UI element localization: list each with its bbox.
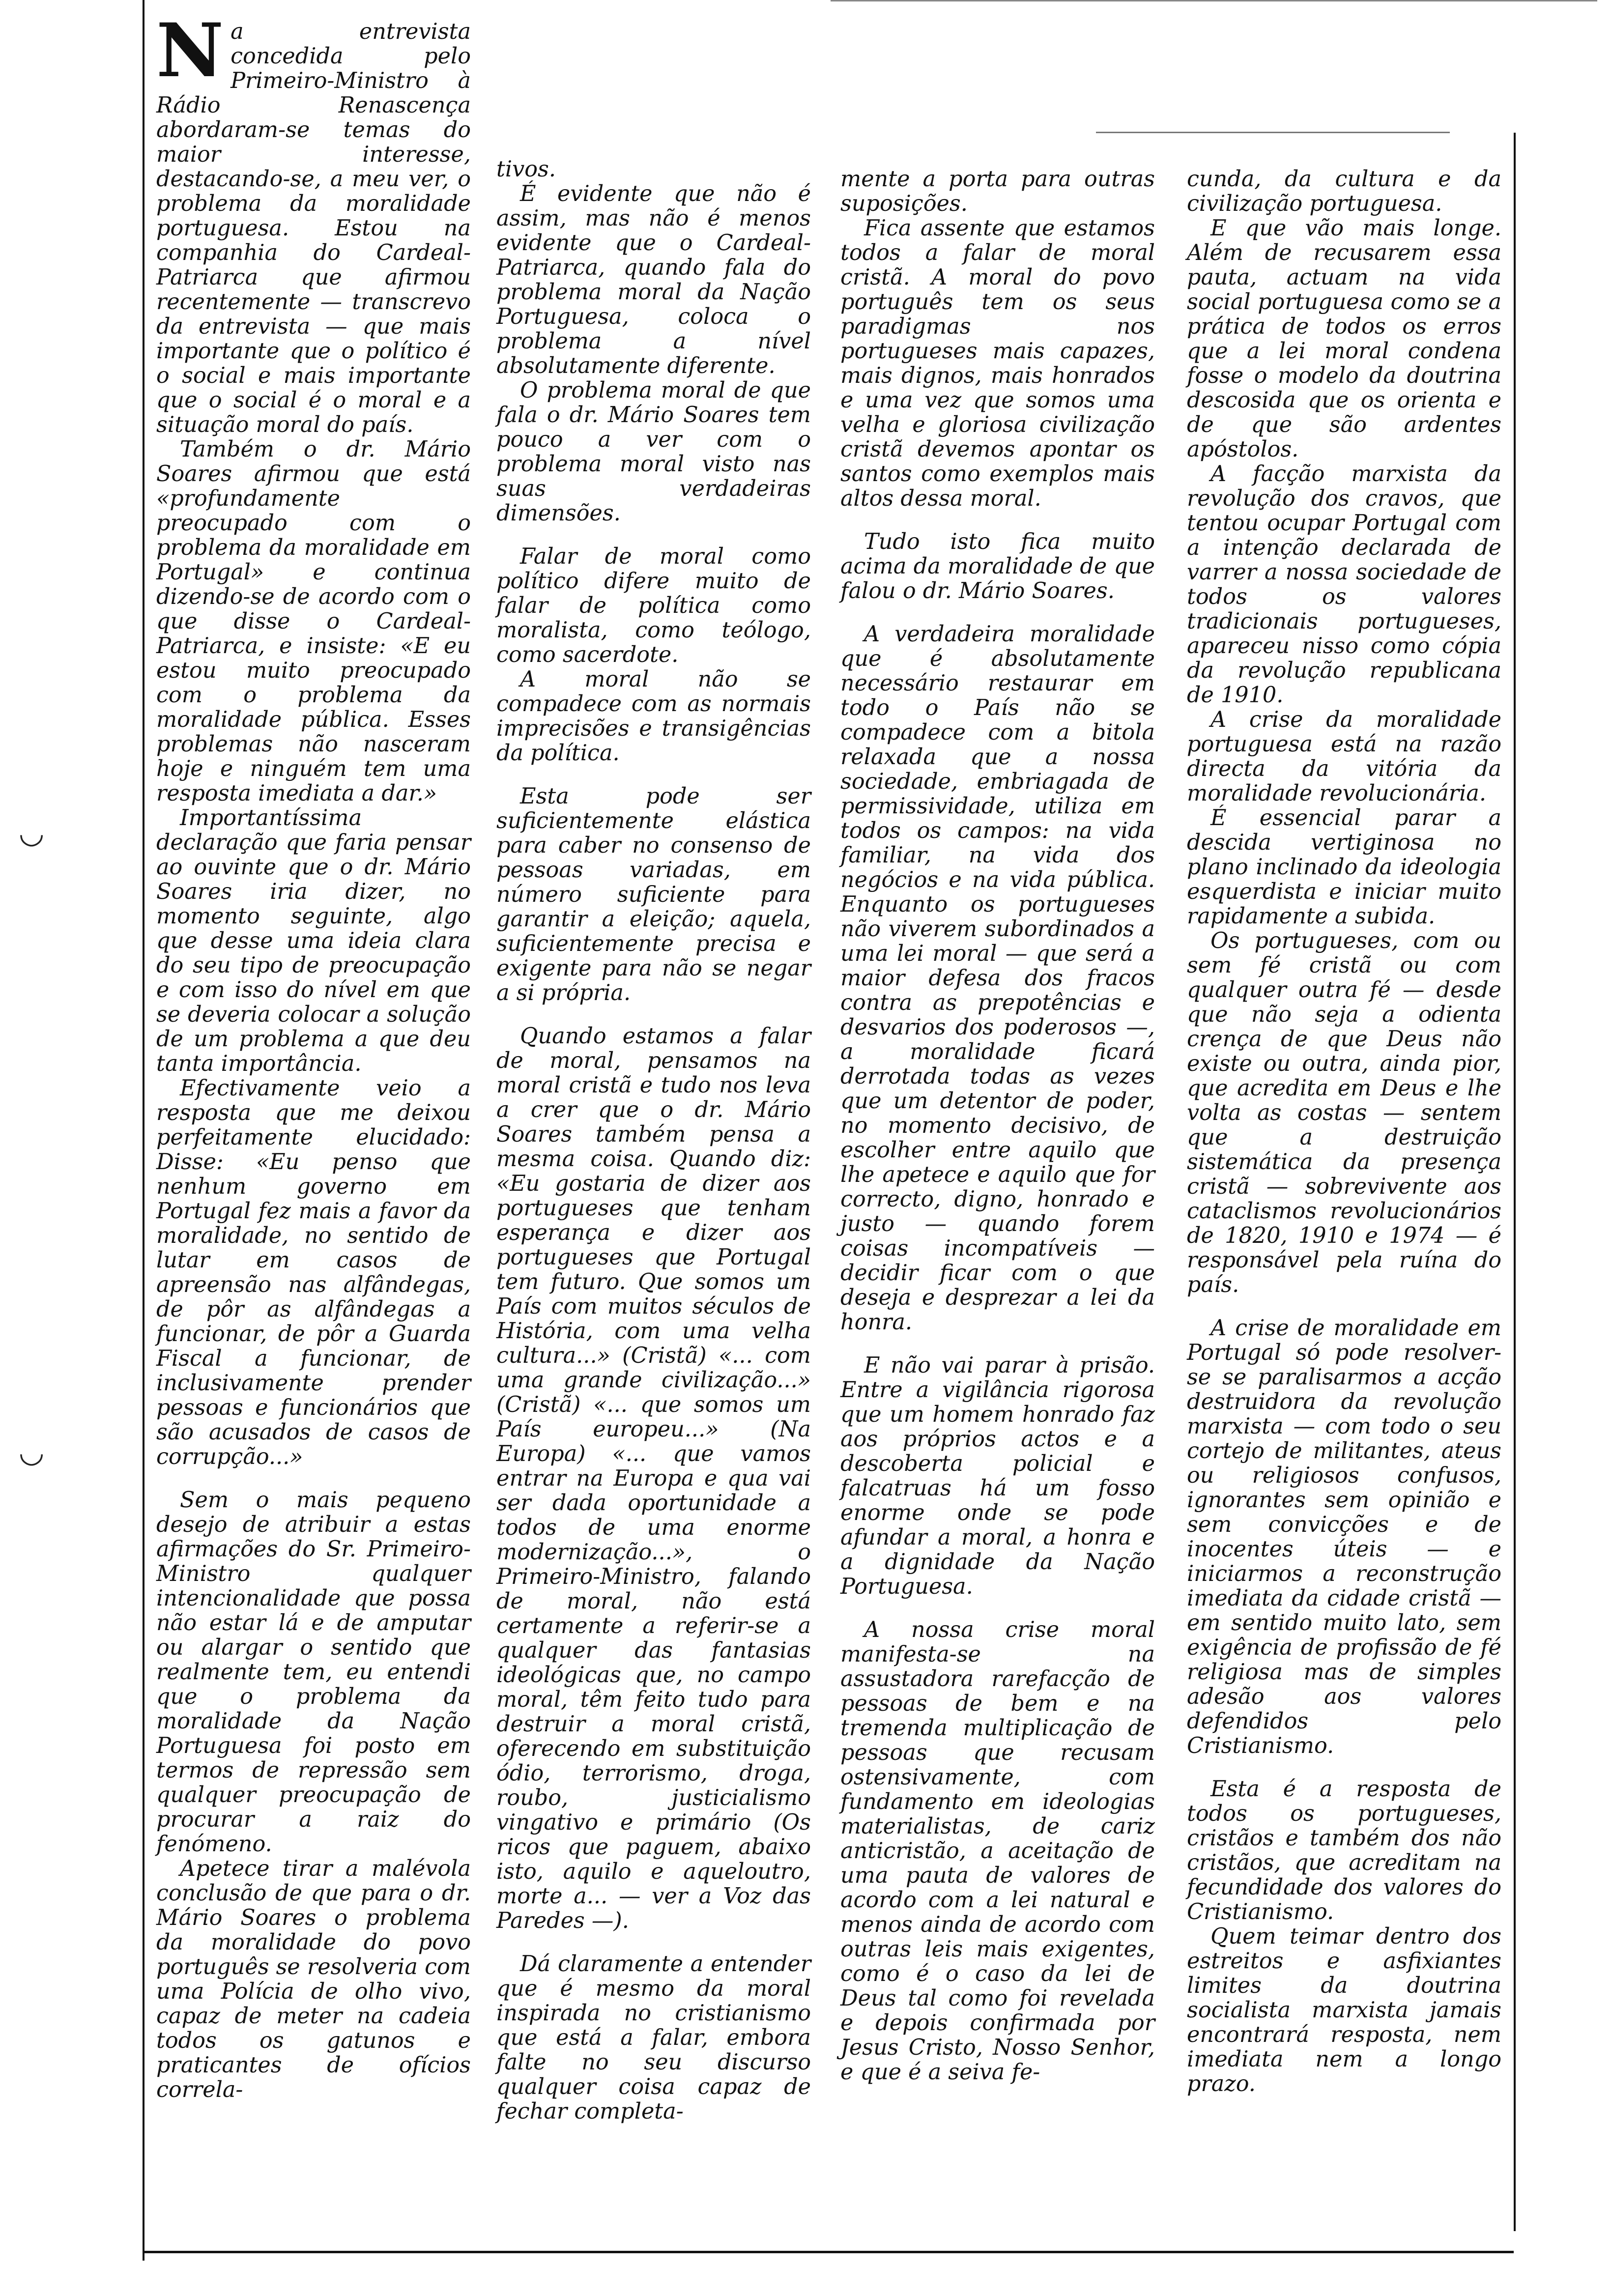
paragraph: mente a porta para outras suposições. xyxy=(840,167,1155,216)
punch-mark-bottom: ◡ xyxy=(19,1435,45,1469)
drop-cap: N xyxy=(156,7,224,94)
paragraph: Quando estamos a falar de moral, pensamos na moral cristã e tudo nos leva a crer que o dr. Mário Soares também pensa a mesma coisa. Quando diz: «Eu gostaria de dizer aos portugueses que tenham esperança e dizer aos portugueses que Portugal tem futuro. Que somos um País com muitos séculos de História, com uma velha cultura...» (Cristã) «... com uma grande civilização...» (Cristã) «... que somos um País europeu...» (Na Europa) «... que vamos entrar na Europa e qua vai ser dada oportunidade a todos de uma enorme modernização...», o Primeiro-Ministro, falando de moral, não está certamente a referir-se a qualquer das fantasias ideológicas que, no campo moral, têm feito tudo para destruir a moral cristã, oferecendo em substituição ódio, terrorismo, droga, roubo, justicialismo vingativo e primário (Os ricos que paguem, abaixo isto, aquilo e aqueloutro, morte a... — ver a Voz das Paredes —). xyxy=(496,1024,811,1933)
paragraph: Quem teimar dentro dos estreitos e asfixiantes limites da doutrina socialista marxista jamais encontrará resposta, nem imediata nem a longo prazo. xyxy=(1187,1924,1501,2096)
paragraph: Sem o mais pequeno desejo de atribuir a estas afirmações do Sr. Primeiro-Ministro qualquer intencionalidade que possa não estar lá e de amputar ou alargar o sentido que realmente tem, eu entendi que o problema da moralidade da Nação Portuguesa foi posto em termos de repressão sem qualquer preocupação de procurar a raiz do fenómeno. xyxy=(156,1488,471,1857)
top-rule xyxy=(831,0,1597,1)
paragraph: Importantíssima declaração que faria pensar ao ouvinte que o dr. Mário Soares iria dizer, no momento seguinte, algo que desse uma ideia clara do seu tipo de preocupação e com isso do nível em que se deveria colocar a solução de um problema a que deu tanta importância. xyxy=(156,805,471,1076)
paragraph: Fica assente que estamos todos a falar de moral cristã. A moral do povo português tem os seus paradigmas nos portugueses mais capazes, mais dignos, mais honrados e uma vez que somos uma velha e gloriosa civilização cristã devemos apontar os santos como exemplos mais altos dessa moral. xyxy=(840,216,1155,511)
article-column-3 xyxy=(840,167,1155,2085)
article-column-2 xyxy=(496,157,811,2124)
paragraph: Falar de moral como político difere muito de falar de política como moralista, como teólogo, como sacerdote. xyxy=(496,544,811,667)
paragraph: tivos. xyxy=(496,157,556,182)
paragraph: Também o dr. Mário Soares afirmou que está «profundamente preocupado com o problema da moralidade em Portugal» e continua dizendo-se de acordo com o que disse o Cardeal-Patriarca, e insiste: «E eu estou muito preocupado com o problema da moralidade pública. Esses problemas não nasceram hoje e ninguém tem uma resposta imediata a dar.» xyxy=(156,437,471,806)
article-column-1 xyxy=(156,7,471,2102)
paragraph: E não vai parar à prisão. Entre a vigilância rigorosa que um homem honrado faz aos próprios actos e a descoberta policial e falcatruas há um fosso enorme onde se pode afundar a moral, a honra e a dignidade da Nação Portuguesa. xyxy=(840,1353,1155,1599)
paragraph: Na entrevista concedida pelo Primeiro-Ministro à Rádio Renascença abordaram-se temas do maior interesse, destacando-se, a meu ver, o problema da moralidade portuguesa. Estou na companhia do Cardeal-Patriarca que afirmou recentemente — transcrevo da entrevista — que mais importante que o político é o social e mais importante que o social é o moral e a situação moral do país. xyxy=(156,7,471,437)
paragraph: Dá claramente a entender que é mesmo da moral inspirada no cristianismo que está a falar, embora falte no seu discurso qualquer coisa capaz de fechar completa- xyxy=(496,1952,811,2124)
article-column-4 xyxy=(1187,167,1501,2096)
paragraph: É evidente que não é assim, mas não é menos evidente que o Cardeal-Patriarca, quando fala do problema moral da Nação Portuguesa, coloca o problema a nível absolutamente diferente. xyxy=(496,181,811,378)
paragraph: Tudo isto fica muito acima da moralidade de que falou o dr. Mário Soares. xyxy=(840,529,1155,603)
paragraph: A moral não se compadece com as normais imprecisões e transigências da política. xyxy=(496,667,811,766)
paragraph: A facção marxista da revolução dos cravos, que tentou ocupar Portugal com a intenção declarada de varrer a nossa sociedade de todos os valores tradicionais portugueses, apareceu nisso como cópia da revolução republicana de 1910. xyxy=(1187,461,1501,708)
paragraph: É essencial parar a descida vertiginosa no plano inclinado da ideologia esquerdista e iniciar muito rapidamente a subida. xyxy=(1187,805,1501,929)
paragraph: Esta é a resposta de todos os portugueses, cristãos e também dos não cristãos, que acreditam na fecundidade dos valores do Cristianismo. xyxy=(1187,1777,1501,1924)
paragraph: A nossa crise moral manifesta-se na assustadora rarefacção de pessoas de bem e na tremenda multiplicação de pessoas que recusam ostensivamente, com fundamento em ideologias materialistas, de cariz anticristão, a aceitação de uma pauta de valores de acordo com a lei natural e menos ainda de acordo com outras leis mais exigentes, como é o caso da lei de Deus tal como foi revelada e depois confirmada por Jesus Cristo, Nosso Senhor, e que é a seiva fe- xyxy=(840,1617,1155,2085)
paragraph: A verdadeira moralidade que é absolutamente necessário restaurar em todo o País não se compadece com a bitola relaxada que a nossa sociedade, embriagada de permissividade, utiliza em todos os campos: na vida familiar, na vida dos negócios e na vida pública. Enquanto os portugueses não viverem subordinados a uma lei moral — que será a maior defesa dos fracos contra as prepotências e desvarios dos poderosos —, a moralidade ficará derrotada todas as vezes que um detentor de poder, no momento decisivo, de escolher entre aquilo que lhe apetece e aquilo que for correcto, digno, honrado e justo — quando forem coisas incompatíveis — decidir ficar com o que deseja e desprezar a lei da honra. xyxy=(840,622,1155,1335)
paragraph: Os portugueses, com ou sem fé cristã ou com qualquer outra fé — desde que não seja a odienta crença de que Deus não existe ou outra, ainda pior, que acredita em Deus e lhe volta as costas — sentem que a destruição sistemática da presença cristã — sobrevivente aos cataclismos revolucionários de 1820, 1910 e 1974 — é responsável pela ruína do país. xyxy=(1187,928,1501,1297)
punch-mark-top: ◡ xyxy=(19,816,45,850)
paragraph: Efectivamente veio a resposta que me deixou perfeitamente elucidado: Disse: «Eu penso que nenhum governo em Portugal fez mais a favor da moralidade, no sentido de lutar em casos de apreensão nas alfândegas, de pôr as alfândegas a funcionar, de pôr a Guarda Fiscal a funcionar, de inclusivamente prender pessoas e funcionários que são acusados de casos de corrupção...» xyxy=(156,1076,471,1469)
top-right-rule xyxy=(1096,132,1450,133)
paragraph: cunda, da cultura e da civilização portuguesa. xyxy=(1187,167,1501,216)
paragraph: Apetece tirar a malévola conclusão de que para o dr. Mário Soares o problema da moralidade do povo português se resolveria com uma Polícia de olho vivo, capaz de meter na cadeia todos os gatunos e praticantes de ofícios correla- xyxy=(156,1856,471,2102)
paragraph: A crise da moralidade portuguesa está na razão directa da vitória da moralidade revolucionária. xyxy=(1187,707,1501,806)
right-margin-rule xyxy=(1514,133,1516,2231)
paragraph: O problema moral de que fala o dr. Mário Soares tem pouco a ver com o problema moral visto nas suas verdadeiras dimensões. xyxy=(496,378,811,526)
paragraph: E que vão mais longe. Além de recusarem essa pauta, actuam na vida social portuguesa como se a prática de todos os erros que a lei moral condena fosse o modelo da doutrina descosida que os orienta e de que são ardentes apóstolos. xyxy=(1187,216,1501,462)
bottom-rule xyxy=(143,2251,1514,2253)
left-margin-rule xyxy=(143,0,144,2261)
paragraph: Esta pode ser suficientemente elástica para caber no consenso de pessoas variadas, em número suficiente para garantir a eleição; aquela, suficientemente precisa e exigente para não se negar a si própria. xyxy=(496,784,811,1005)
paragraph: A crise de moralidade em Portugal só pode resolver-se se paralisarmos a acção destruidora da revolução marxista — com todo o seu cortejo de militantes, ateus ou religiosos confusos, ignorantes sem opinião e sem convicções e de inocentes úteis — e iniciarmos a reconstrução imediata da cidade cristã — em sentido muito lato, sem exigência de profissão de fé religiosa mas de simples adesão aos valores defendidos pelo Cristianismo. xyxy=(1187,1316,1501,1758)
